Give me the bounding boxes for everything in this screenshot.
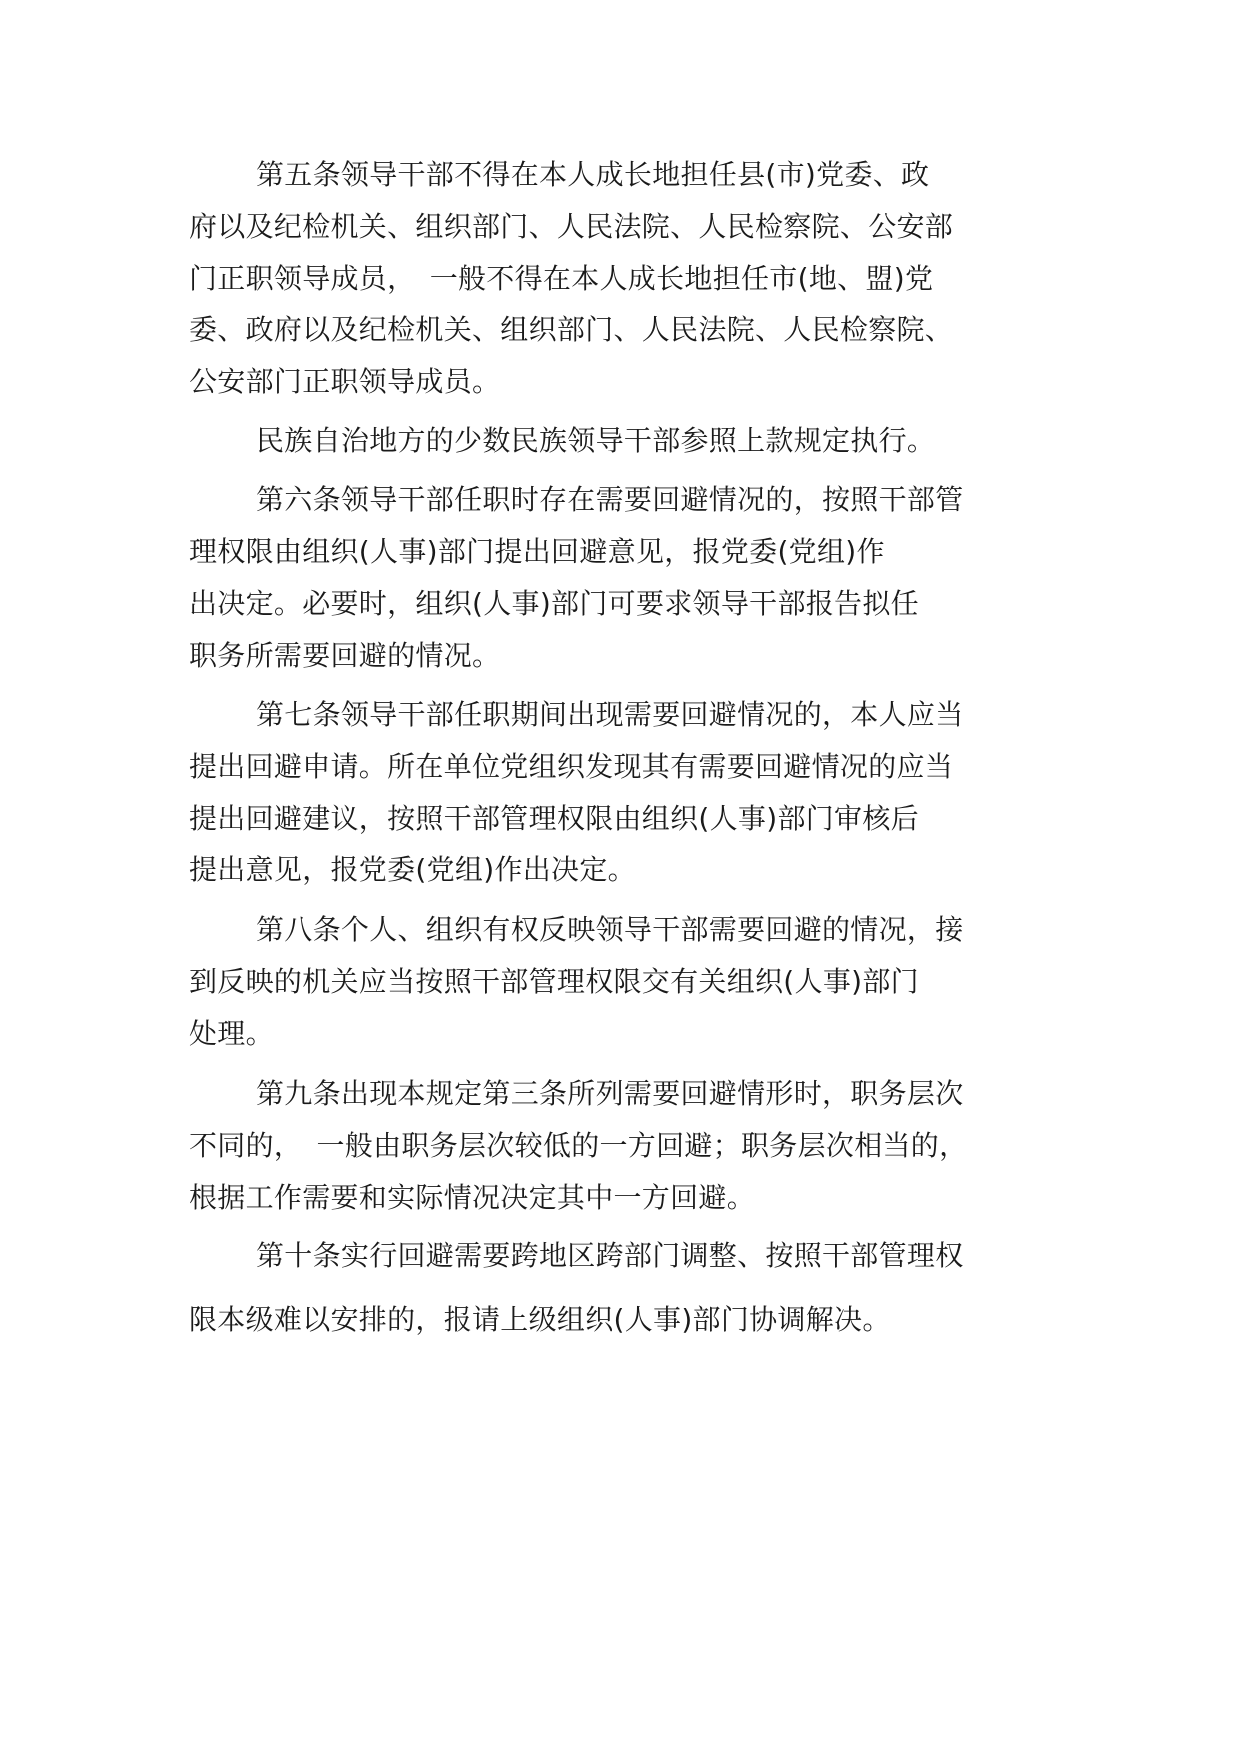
text-line: 第七条领导干部任职期间出现需要回避情况的，本人应当 [256,698,964,731]
text-line: 理权限由组织(人事)部门提出回避意见，报党委(党组)作 [189,535,885,568]
text-line: 第十条实行回避需要跨地区跨部门调整、按照干部管理权 [256,1239,964,1272]
text-line: 到反映的机关应当按照干部管理权限交有关组织(人事)部门 [189,965,919,998]
text-line: 府以及纪检机关、组织部门、人民法院、人民检察院、公安部 [189,210,954,243]
text-line: 不同的， 一般由职务层次较低的一方回避；职务层次相当的， [189,1129,968,1162]
text-line: 公安部门正职领导成员。 [189,365,501,398]
text-line: 第六条领导干部任职时存在需要回避情况的，按照干部管 [256,483,964,516]
text-line: 第八条个人、组织有权反映领导干部需要回避的情况，接 [256,913,964,946]
text-line: 根据工作需要和实际情况决定其中一方回避。 [189,1181,756,1214]
text-line: 门正职领导成员， 一般不得在本人成长地担任市(地、盟)党 [189,262,934,295]
text-line: 提出意见，报党委(党组)作出决定。 [189,853,636,886]
text-line: 提出回避申请。所在单位党组织发现其有需要回避情况的应当 [189,750,954,783]
text-line: 出决定。必要时，组织(人事)部门可要求领导干部报告拟任 [189,587,919,620]
text-line: 职务所需要回避的情况。 [189,639,501,672]
text-line: 委、政府以及纪检机关、组织部门、人民法院、人民检察院、 [189,313,954,346]
text-line: 第九条出现本规定第三条所列需要回避情形时，职务层次 [256,1077,964,1110]
text-line: 限本级难以安排的，报请上级组织(人事)部门协调解决。 [189,1303,891,1336]
text-line: 处理。 [189,1017,274,1050]
text-line: 民族自治地方的少数民族领导干部参照上款规定执行。 [256,424,936,457]
text-line: 第五条领导干部不得在本人成长地担任县(市)党委、政 [256,158,930,191]
text-line: 提出回避建议，按照干部管理权限由组织(人事)部门审核后 [189,802,919,835]
